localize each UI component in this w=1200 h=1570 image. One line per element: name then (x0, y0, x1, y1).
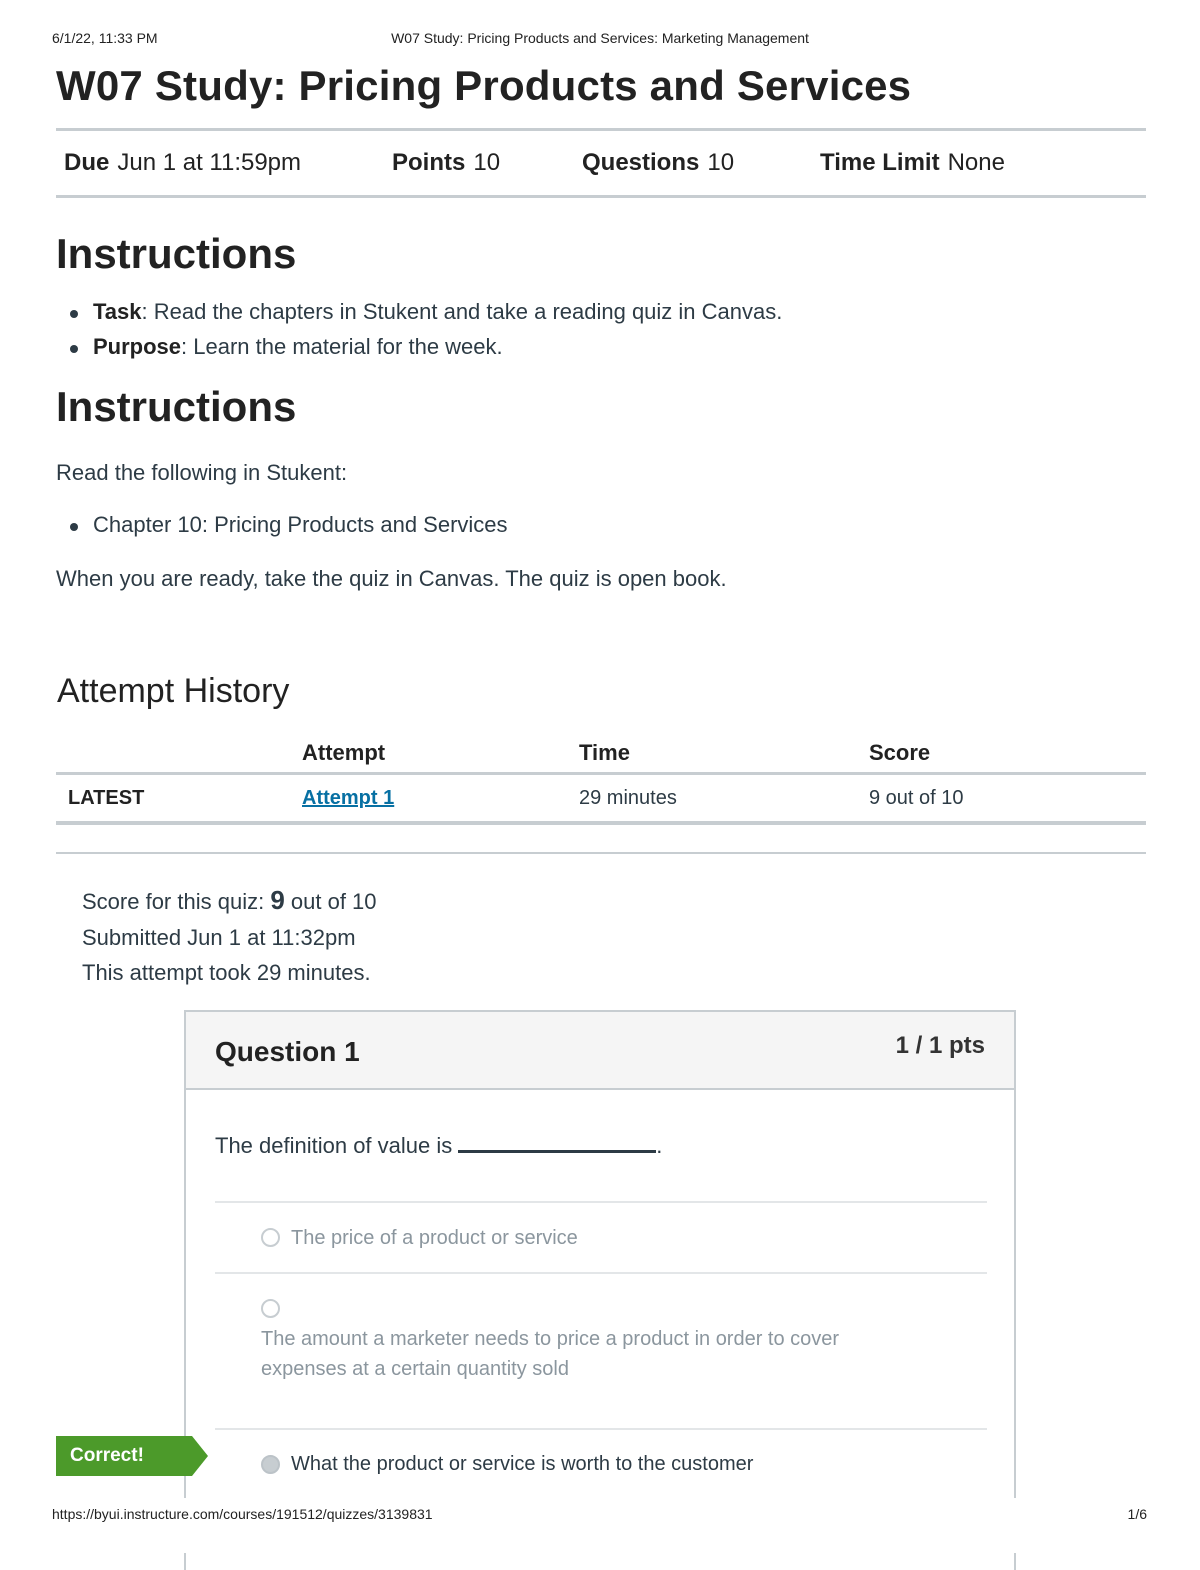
question-header (186, 1012, 1014, 1090)
score-summary (82, 882, 377, 990)
points (392, 149, 500, 177)
question-prompt: The definition of value is (215, 1133, 453, 1158)
attempt-duration: This attempt took 29 minutes. (82, 960, 371, 985)
print-datetime: 6/1/22, 11:33 PM (52, 30, 158, 46)
table-row (56, 774, 1146, 824)
column-header: Attempt (302, 734, 579, 774)
list-item: Chapter 10: Pricing Products and Services (56, 510, 508, 545)
question-card (184, 1010, 1016, 1570)
list-item (56, 332, 782, 367)
question-title: Question 1 (215, 1036, 360, 1067)
answer-divider (215, 1272, 987, 1274)
quiz-meta (56, 131, 1146, 195)
questions (582, 149, 734, 177)
task-label: Task (93, 299, 142, 324)
question-text (215, 1132, 662, 1159)
submitted-time: Submitted Jun 1 at 11:32pm (82, 925, 356, 950)
answer-option: The price of a product or service (291, 1227, 578, 1249)
column-header: Score (869, 734, 1146, 774)
due-date (64, 149, 301, 177)
reading-outro: When you are ready, take the quiz in Canvas. The quiz is open book. (56, 566, 727, 591)
divider (56, 852, 1146, 854)
due-label: Due (64, 149, 110, 176)
attempt-cell (302, 774, 579, 824)
attempt-history-heading: Attempt History (57, 672, 290, 710)
answer-divider (215, 1201, 987, 1203)
answer-radio-selected[interactable] (261, 1455, 280, 1474)
print-doc-title: W07 Study: Pricing Products and Services: Marketing Management (391, 30, 809, 46)
answer-option-selected: What the product or service is worth to the customer (291, 1453, 754, 1475)
points-label: Points (392, 149, 466, 176)
questions-label: Questions (582, 149, 700, 176)
table-header-row (56, 734, 1146, 774)
column-header (56, 734, 302, 774)
purpose-text: : Learn the material for the week. (181, 334, 503, 359)
question-end: . (656, 1133, 663, 1158)
questions-value: 10 (707, 149, 735, 176)
points-value: 10 (473, 149, 501, 176)
question-points: 1 / 1 pts (895, 1032, 985, 1059)
page-title: W07 Study: Pricing Products and Services (56, 62, 912, 109)
time-limit-value: None (947, 149, 1005, 176)
instructions-heading: Instructions (56, 383, 297, 430)
quiz-score (82, 882, 377, 920)
divider (56, 195, 1146, 198)
correct-answer-flag: Correct! (56, 1436, 192, 1476)
score-suffix: out of 10 (284, 889, 377, 914)
print-url: https://byui.instructure.com/courses/191512/quizzes/3139831 (52, 1506, 433, 1522)
score-prefix: Score for this quiz: (82, 889, 271, 914)
instructions-heading: Instructions (56, 230, 297, 277)
due-value: Jun 1 at 11:59pm (117, 149, 302, 176)
instructions-list (56, 297, 782, 367)
answer-radio[interactable] (261, 1299, 280, 1318)
column-header: Time (579, 734, 869, 774)
attempt-history-table (56, 734, 1146, 825)
latest-tag: LATEST (56, 774, 302, 824)
task-text: : Read the chapters in Stukent and take a reading quiz in Canvas. (141, 299, 783, 324)
print-page-number: 1/6 (1127, 1506, 1147, 1522)
reading-list (56, 510, 508, 545)
answer-radio[interactable] (261, 1228, 280, 1247)
reading-intro: Read the following in Stukent: (56, 460, 348, 485)
answer-divider (215, 1428, 987, 1430)
purpose-label: Purpose (93, 334, 182, 359)
score-value: 9 (270, 885, 285, 915)
time-limit (820, 149, 1005, 177)
fill-in-blank (458, 1132, 656, 1153)
time-cell: 29 minutes (579, 774, 869, 824)
list-item (56, 297, 782, 332)
time-limit-label: Time Limit (820, 149, 940, 176)
answer-option: The amount a marketer needs to price a product in order to cover expenses at a certain quantity sold (261, 1328, 840, 1380)
score-cell: 9 out of 10 (869, 774, 1146, 824)
attempt-link[interactable]: Attempt 1 (302, 786, 395, 809)
